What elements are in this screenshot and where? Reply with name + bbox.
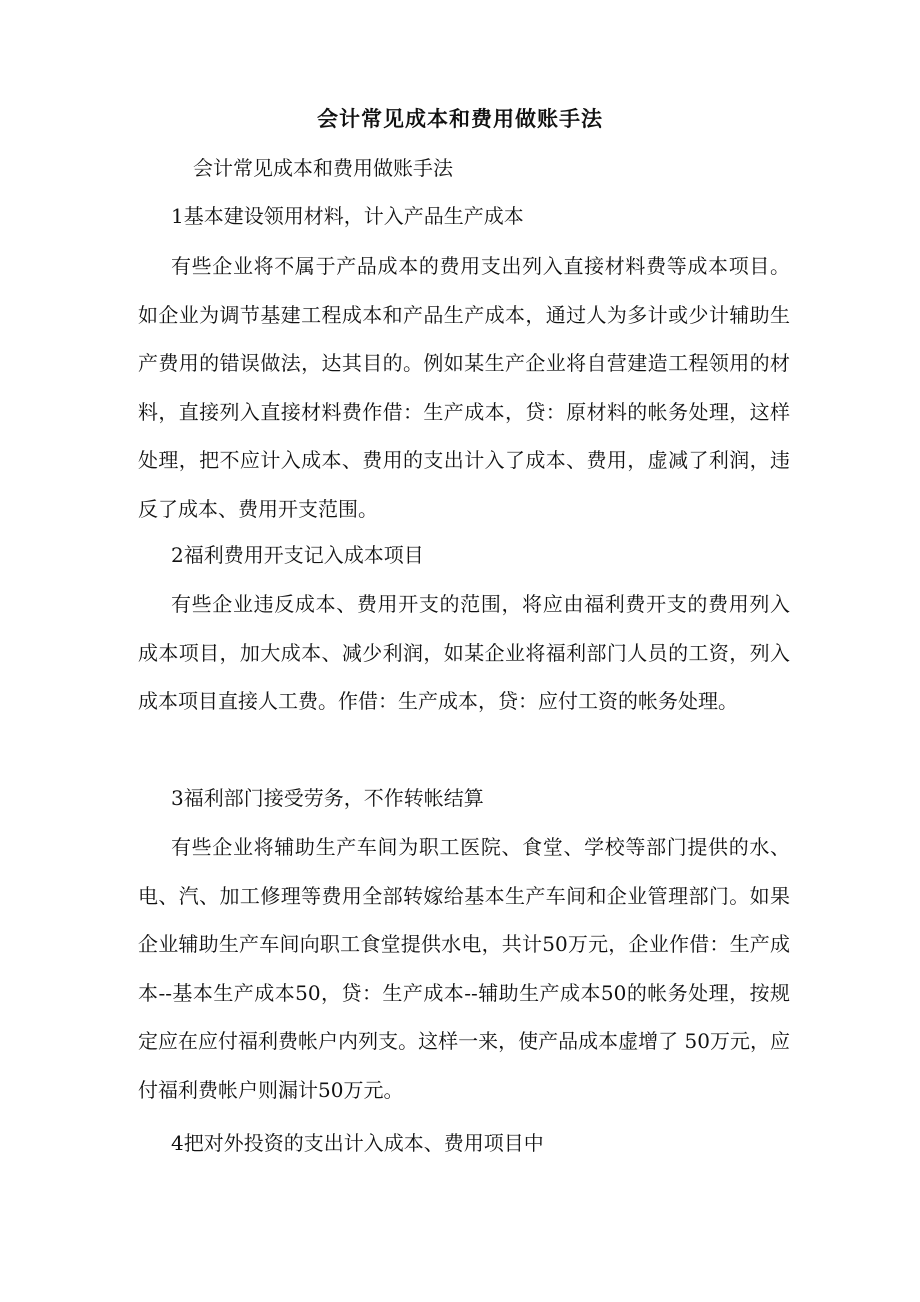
section-heading-2: 2福利费用开支记入成本项目 [171, 543, 424, 567]
document-subtitle: 会计常见成本和费用做账手法 [193, 156, 453, 180]
section-body-3: 有些企业将辅助生产车间为职工医院、食堂、学校等部门提供的水、电、汽、加工修理等费用全部转嫁给基本生产车间和企业管理部门。如果企业辅助生产车间向职工食堂提供水电，共计50万元，企业作借：生产成本--基本生产成本50，贷：生产成本--辅助生产成本50的帐务处理，按规定应在应付福利费帐户内列支。这样一来，使产品成本虚增了 50万元，应付福利费帐户则漏计50万元。 [138, 835, 790, 1102]
section-heading-1: 1基本建设领用材料，计入产品生产成本 [171, 204, 524, 228]
page-title: 会计常见成本和费用做账手法 [317, 106, 603, 131]
section-heading-3: 3福利部门接受劳务，不作转帐结算 [171, 786, 484, 810]
section-body-2: 有些企业违反成本、费用开支的范围，将应由福利费开支的费用列入成本项目，加大成本、减少利润，如某企业将福利部门人员的工资，列入成本项目直接人工费。作借：生产成本，贷：应付工资的帐务处理。 [138, 592, 790, 713]
section-heading-4: 4把对外投资的支出计入成本、费用项目中 [171, 1131, 544, 1155]
section-body-1: 有些企业将不属于产品成本的费用支出列入直接材料费等成本项目。如企业为调节基建工程成本和产品生产成本，通过人为多计或少计辅助生产费用的错误做法，达其目的。例如某生产企业将自营建造工程领用的材料，直接列入直接材料费作借：生产成本，贷：原材料的帐务处理，这样处理，把不应计入成本、费用的支出计入了成本、费用，虚减了利润，违反了成本、费用开支范围。 [138, 254, 790, 521]
